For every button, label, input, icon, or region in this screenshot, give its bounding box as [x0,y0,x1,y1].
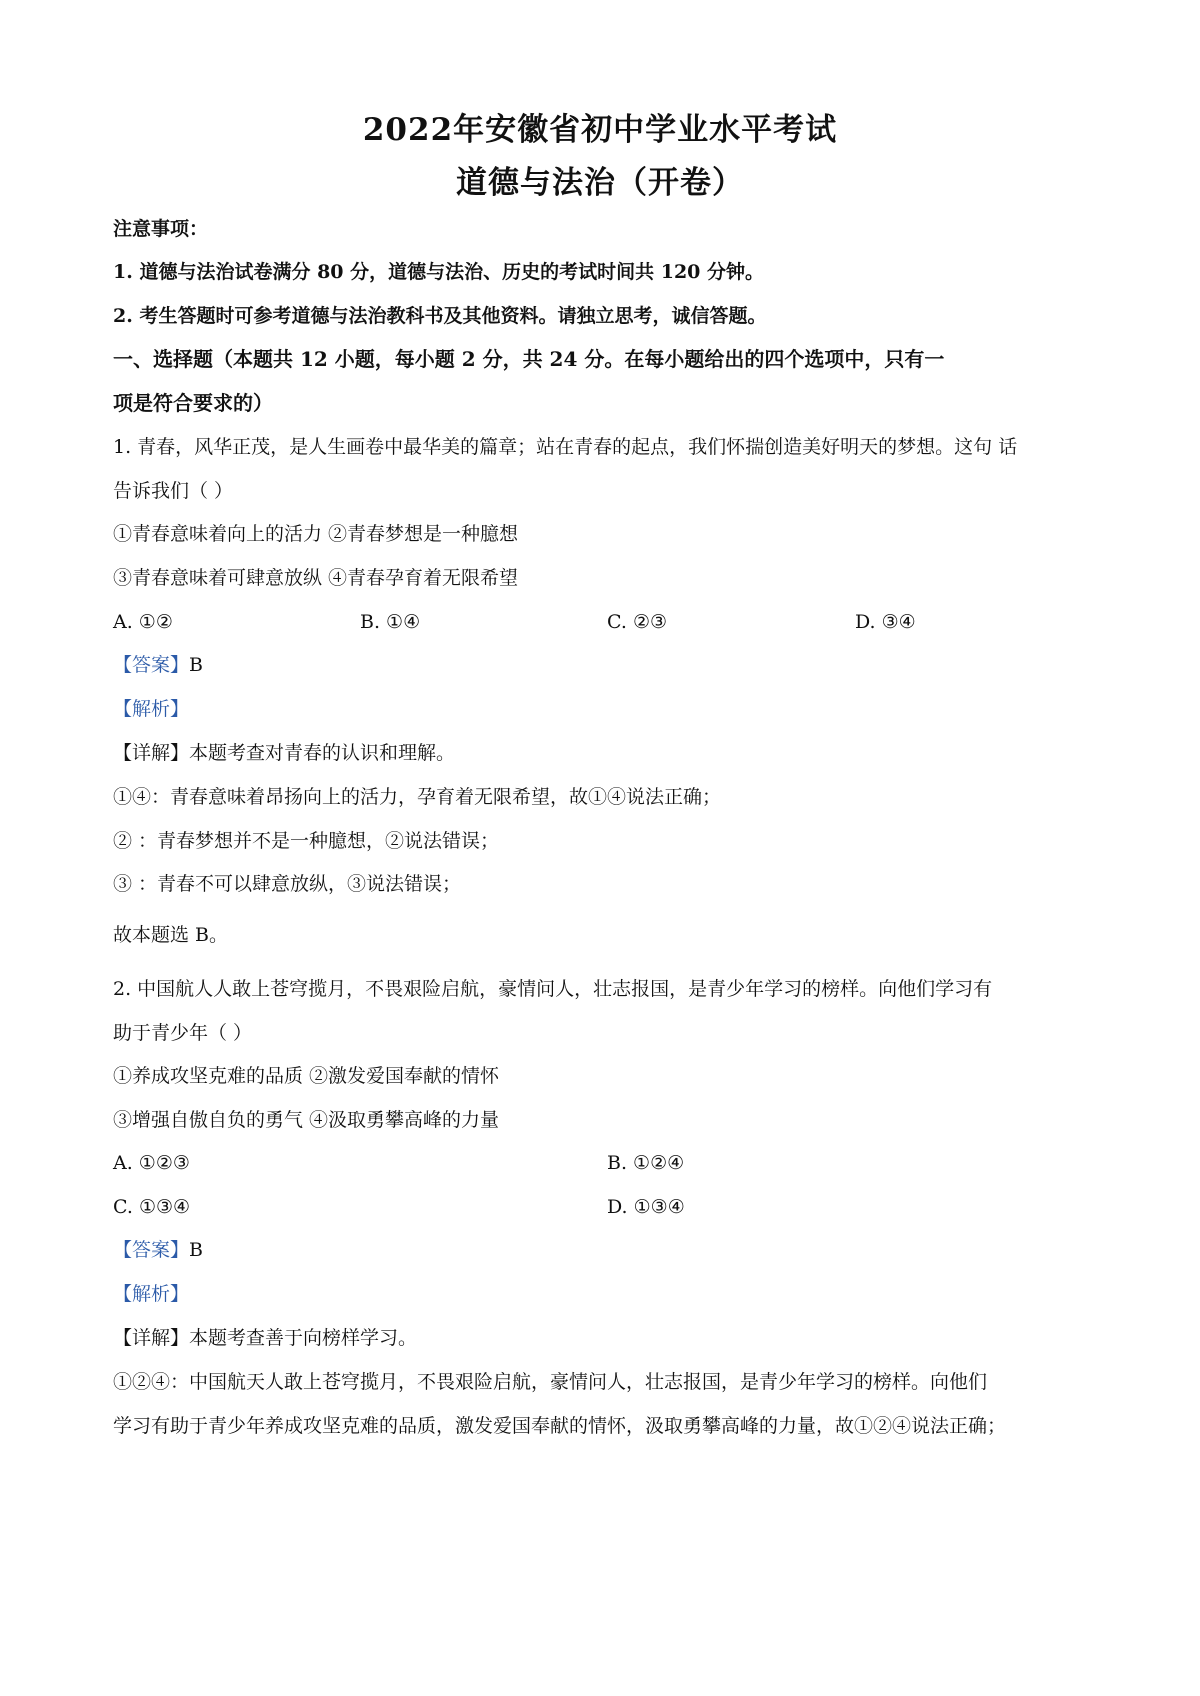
q2-stem-line-2: 助于青少年（ ） [113,1022,253,1044]
q1-detail [113,740,455,766]
notes-item-2: 2. 考生答题时可参考道德与法治教科书及其他资料。请独立思考，诚信答题。 [113,305,767,327]
q1-answer-value: B [189,654,203,676]
q2-option-c: C. ①③④ [113,1196,191,1218]
q2-explanation-line-1: ①②④：中国航天人敢上苍穹揽月，不畏艰险启航，豪情问人，壮志报国，是青少年学习的榜样。向他们 [113,1371,988,1393]
q2-stem-line-1: 2. 中国航人人敢上苍穹揽月，不畏艰险启航，豪情问人，壮志报国，是青少年学习的榜样。向他们学习有 [113,978,993,1000]
q1-detail-text: 本题考查对青春的认识和理解。 [189,742,456,764]
q2-detail-text: 本题考查善于向榜样学习。 [189,1327,418,1349]
q2-statement-line-2: ③增强自傲自负的勇气 ④汲取勇攀高峰的力量 [113,1109,500,1131]
q2-detail-label: 【详解】 [113,1327,190,1349]
q2-answer-label: 【答案】 [113,1239,190,1261]
q1-stem-line-1: 1. 青春，风华正茂，是人生画卷中最华美的篇章；站在青春的起点，我们怀揣创造美好明天的梦想。这句 话 [113,436,1018,458]
q2-option-a: A. ①②③ [113,1152,190,1174]
exam-title: 2022年安徽省初中学业水平考试 [362,112,838,148]
q1-detail-label: 【详解】 [113,742,190,764]
notes-item-1: 1. 道德与法治试卷满分 80 分，道德与法治、历史的考试时间共 120 分钟。 [113,261,765,283]
q1-explanation-line-3: ③ ：青春不可以肆意放纵，③说法错误； [113,873,462,895]
q1-stem-line-2: 告诉我们（ ） [113,480,234,502]
q1-option-b: B. ①④ [360,611,421,633]
q2-option-b: B. ①②④ [607,1152,685,1174]
q2-explanation-line-2: 学习有助于青少年养成攻坚克难的品质，激发爱国奉献的情怀，汲取勇攀高峰的力量，故①②④说法正确； [113,1415,1007,1437]
q1-answer [113,652,203,678]
q1-explanation-line-1: ①④：青春意味着昂扬向上的活力，孕育着无限希望，故①④说法正确； [113,786,722,808]
q2-answer [113,1237,203,1263]
q1-answer-label: 【答案】 [113,654,190,676]
q1-option-a: A. ①② [113,611,173,633]
q1-statement-line-2: ③青春意味着可肆意放纵 ④青春孕育着无限希望 [113,567,519,589]
notes-heading: 注意事项： [113,218,209,240]
q2-option-d: D. ①③④ [607,1196,685,1218]
q1-option-d: D. ③④ [855,611,916,633]
q2-statement-line-1: ①养成攻坚克难的品质 ②激发爱国奉献的情怀 [113,1065,500,1087]
q2-detail [113,1325,417,1351]
q1-option-c: C. ②③ [607,611,668,633]
q2-analysis-label: 【解析】 [113,1283,190,1305]
section-heading-line-2: 项是符合要求的） [113,391,273,415]
q2-answer-value: B [189,1239,203,1261]
q1-conclusion: 故本题选 B。 [113,924,229,946]
q1-statement-line-1: ①青春意味着向上的活力 ②青春梦想是一种臆想 [113,523,519,545]
q1-explanation-line-2: ② ：青春梦想并不是一种臆想，②说法错误； [113,830,500,852]
section-heading-line-1: 一、选择题（本题共 12 小题，每小题 2 分，共 24 分。在每小题给出的四个选项中，只有一 [113,347,945,371]
q1-analysis-label: 【解析】 [113,698,190,720]
exam-subtitle: 道德与法治（开卷） [456,165,744,201]
